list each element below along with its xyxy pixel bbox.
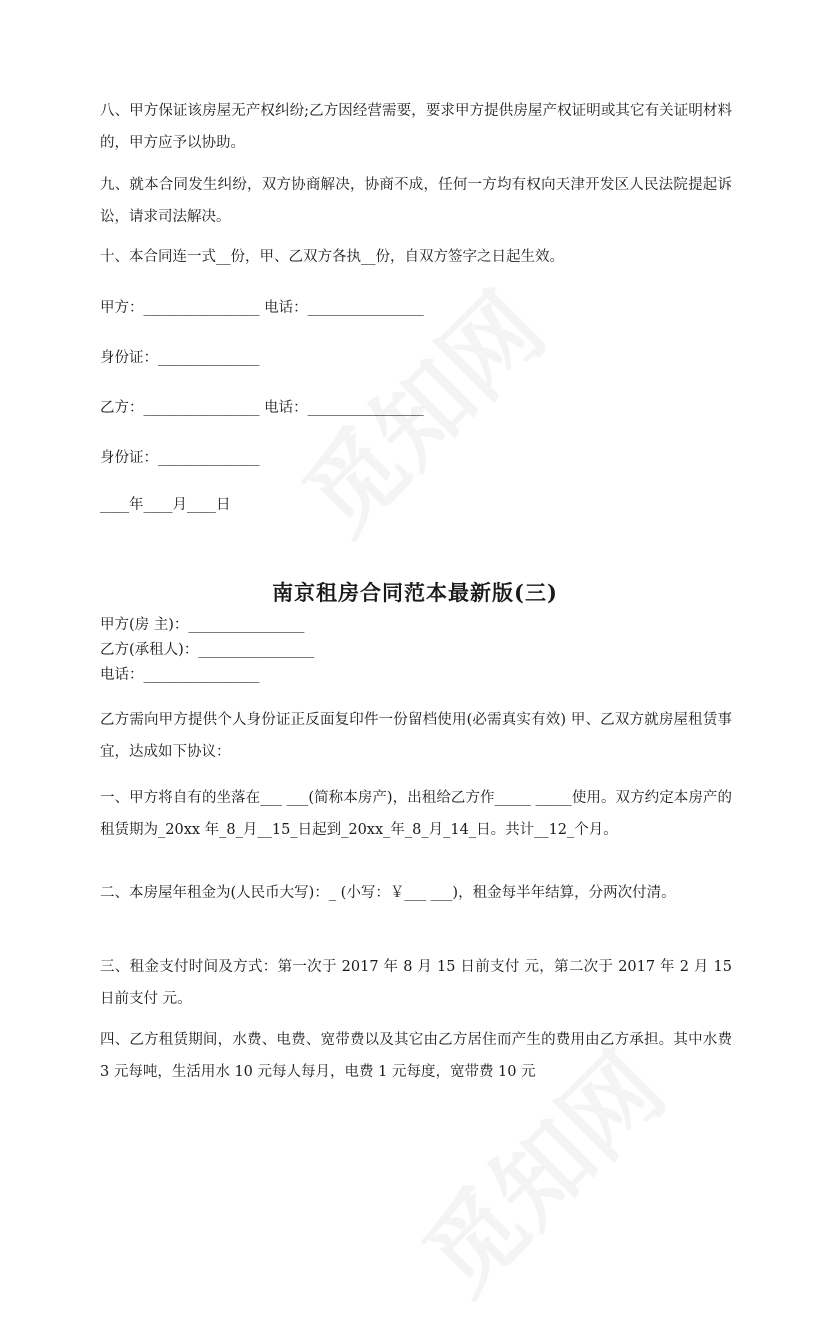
clause-2: 二、本房屋年租金为(人民币大写)：_ (小写：￥___ ___)，租金每半年结算，分两次付清。 bbox=[100, 885, 676, 901]
clause-4: 四、乙方租赁期间，水费、电费、宽带费以及其它由乙方居住而产生的费用由乙方承担。其中水费 3 元每吨，生活用水 10 元每人每月，电费 1 元每度，宽带费 10 元 bbox=[100, 1032, 732, 1080]
tenant-line: 乙方(承租人)：________________ bbox=[100, 642, 315, 658]
party-a-signature-line: 甲方：________________ 电话：________________ bbox=[100, 300, 424, 316]
party-b-signature-line: 乙方：________________ 电话：________________ bbox=[100, 400, 424, 416]
intro-paragraph: 乙方需向甲方提供个人身份证正反面复印件一份留档使用(必需真实有效) 甲、乙双方就房屋租赁事宜，达成如下协议： bbox=[100, 712, 732, 760]
phone-line: 电话：________________ bbox=[100, 667, 260, 683]
landlord-line: 甲方(房 主)：________________ bbox=[100, 617, 305, 633]
party-b-id-line: 身份证：______________ bbox=[100, 450, 260, 466]
clause-8: 八、甲方保证该房屋无产权纠纷;乙方因经营需要，要求甲方提供房屋产权证明或其它有关证明材料的，甲方应予以协助。 bbox=[100, 103, 732, 151]
clause-1: 一、甲方将自有的坐落在___ ___(简称本房产)，出租给乙方作_____ _____使用。双方约定本房产的租赁期为_20xx 年_8_月__15_日起到_20xx_年_8_月_14_日。共计__12_个月。 bbox=[100, 790, 732, 838]
clause-10: 十、本合同连一式__份，甲、乙双方各执__份，自双方签字之日起生效。 bbox=[100, 249, 564, 265]
clause-9: 九、就本合同发生纠纷，双方协商解决，协商不成，任何一方均有权向天津开发区人民法院提起诉讼，请求司法解决。 bbox=[100, 177, 732, 225]
contract-title: 南京租房合同范本最新版(三) bbox=[272, 580, 558, 605]
date-line: ____年____月____日 bbox=[100, 497, 231, 513]
clause-3: 三、租金支付时间及方式：第一次于 2017 年 8 月 15 日前支付 元，第二次于 2017 年 2 月 15日前支付 元。 bbox=[100, 959, 732, 1007]
party-a-id-line: 身份证：______________ bbox=[100, 350, 260, 366]
